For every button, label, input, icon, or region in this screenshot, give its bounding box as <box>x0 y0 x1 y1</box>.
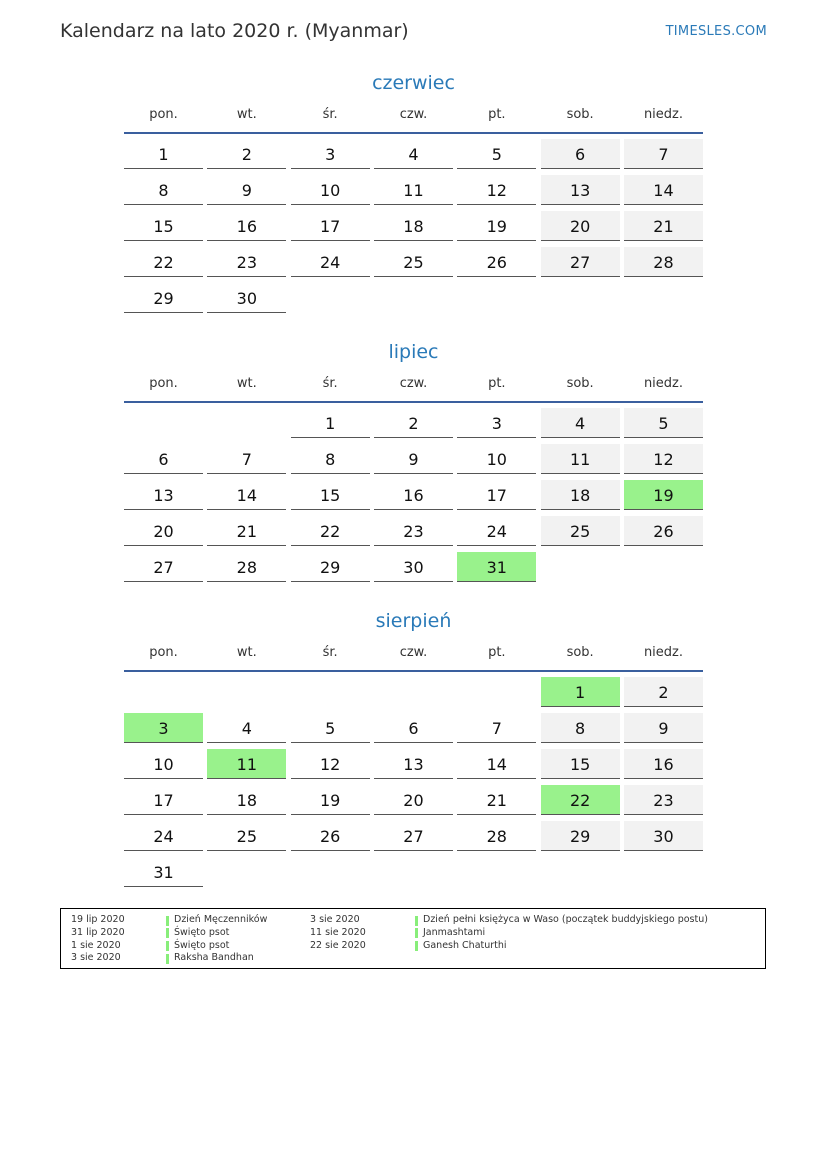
empty-cell <box>124 677 203 707</box>
day-cell: 16 <box>624 749 703 779</box>
day-cell: 18 <box>207 785 286 815</box>
month-1 <box>124 70 703 313</box>
day-cell: 18 <box>374 211 453 241</box>
day-cell: 25 <box>541 516 620 546</box>
day-cell: 7 <box>207 444 286 474</box>
day-cell: 15 <box>291 480 370 510</box>
day-cell: 28 <box>457 821 536 851</box>
day-cell: 8 <box>541 713 620 743</box>
day-cell: 2 <box>624 677 703 707</box>
weekday-header <box>124 642 703 664</box>
day-cell: 12 <box>291 749 370 779</box>
holiday-day-cell: 1 <box>541 677 620 707</box>
day-cell: 27 <box>541 247 620 277</box>
month-name: lipiec <box>388 341 439 363</box>
day-cell: 7 <box>457 713 536 743</box>
legend-date: 31 lip 2020 <box>71 926 125 938</box>
day-cell: 23 <box>207 247 286 277</box>
legend-holiday-name: Dzień Męczenników <box>174 914 268 925</box>
legend-holiday-name: Janmashtami <box>423 926 486 938</box>
day-cell: 16 <box>374 480 453 510</box>
day-cell: 21 <box>207 516 286 546</box>
legend-date: 19 lip 2020 <box>71 914 125 925</box>
weekday-label: niedz. <box>643 376 683 391</box>
day-cell: 6 <box>124 444 203 474</box>
legend-holiday-name: Raksha Bandhan <box>174 952 254 964</box>
holiday-day-cell: 19 <box>624 480 703 510</box>
day-cell: 14 <box>624 175 703 205</box>
day-cell: 3 <box>291 139 370 169</box>
holiday-day-cell: 3 <box>124 713 203 743</box>
page-title: Kalendarz na lato 2020 r. (Myanmar) <box>60 20 409 42</box>
day-cell: 5 <box>291 713 370 743</box>
month-name: czerwiec <box>372 72 455 94</box>
weekday-label: sob. <box>566 107 594 122</box>
day-grid <box>124 408 703 582</box>
legend-date: 1 sie 2020 <box>71 939 121 951</box>
day-cell: 20 <box>374 785 453 815</box>
day-cell: 27 <box>124 552 203 582</box>
day-cell: 23 <box>374 516 453 546</box>
weekday-label: niedz. <box>643 645 683 660</box>
day-cell: 26 <box>624 516 703 546</box>
legend-color-marker <box>166 916 169 926</box>
weekday-label: pon. <box>149 376 178 391</box>
day-cell: 24 <box>291 247 370 277</box>
day-cell: 28 <box>624 247 703 277</box>
weekday-header <box>124 104 703 126</box>
day-cell: 16 <box>207 211 286 241</box>
legend-date: 3 sie 2020 <box>71 952 121 964</box>
empty-cell <box>291 677 370 707</box>
day-cell: 12 <box>457 175 536 205</box>
site-link[interactable]: TIMESLES.COM <box>665 24 767 39</box>
weekday-label: pt. <box>488 107 506 122</box>
holiday-day-cell: 11 <box>207 749 286 779</box>
legend-color-marker <box>415 928 418 938</box>
day-cell: 15 <box>541 749 620 779</box>
day-cell: 30 <box>624 821 703 851</box>
day-cell: 9 <box>207 175 286 205</box>
weekday-label: czw. <box>399 376 428 391</box>
day-cell: 2 <box>207 139 286 169</box>
weekday-label: śr. <box>322 107 338 122</box>
day-cell: 31 <box>124 857 203 887</box>
legend-holiday-name: Święto psot <box>174 926 230 938</box>
legend-date: 11 sie 2020 <box>310 926 366 938</box>
weekday-label: pt. <box>488 376 506 391</box>
day-cell: 22 <box>291 516 370 546</box>
day-cell: 10 <box>457 444 536 474</box>
day-cell: 30 <box>374 552 453 582</box>
day-cell: 8 <box>291 444 370 474</box>
day-cell: 10 <box>291 175 370 205</box>
legend-color-marker <box>415 941 418 951</box>
day-grid <box>124 677 703 887</box>
day-cell: 29 <box>541 821 620 851</box>
day-cell: 3 <box>457 408 536 438</box>
weekday-label: wt. <box>236 645 257 660</box>
legend-date: 22 sie 2020 <box>310 939 366 951</box>
legend-holiday-name: Dzień pełni księżyca w Waso (początek buddyjskiego postu) <box>423 914 708 925</box>
day-cell: 17 <box>124 785 203 815</box>
day-cell: 27 <box>374 821 453 851</box>
day-cell: 18 <box>541 480 620 510</box>
day-cell: 4 <box>374 139 453 169</box>
day-cell: 28 <box>207 552 286 582</box>
day-cell: 1 <box>291 408 370 438</box>
day-cell: 6 <box>541 139 620 169</box>
empty-cell <box>374 677 453 707</box>
day-cell: 24 <box>457 516 536 546</box>
day-cell: 4 <box>541 408 620 438</box>
weekday-label: sob. <box>566 645 594 660</box>
day-cell: 6 <box>374 713 453 743</box>
day-cell: 29 <box>291 552 370 582</box>
weekday-label: wt. <box>236 107 257 122</box>
day-cell: 17 <box>457 480 536 510</box>
weekday-label: wt. <box>236 376 257 391</box>
day-cell: 11 <box>541 444 620 474</box>
day-cell: 9 <box>624 713 703 743</box>
day-cell: 19 <box>291 785 370 815</box>
holiday-legend <box>60 908 766 969</box>
day-cell: 5 <box>457 139 536 169</box>
day-cell: 23 <box>624 785 703 815</box>
day-cell: 15 <box>124 211 203 241</box>
holiday-day-cell: 22 <box>541 785 620 815</box>
empty-cell <box>124 408 203 438</box>
weekday-header <box>124 373 703 395</box>
day-cell: 25 <box>374 247 453 277</box>
day-cell: 5 <box>624 408 703 438</box>
header-rule <box>124 401 703 403</box>
day-cell: 4 <box>207 713 286 743</box>
weekday-label: śr. <box>322 376 338 391</box>
day-cell: 12 <box>624 444 703 474</box>
month-2 <box>124 339 703 582</box>
day-cell: 13 <box>374 749 453 779</box>
day-cell: 20 <box>541 211 620 241</box>
weekday-label: śr. <box>322 645 338 660</box>
weekday-label: niedz. <box>643 107 683 122</box>
day-cell: 9 <box>374 444 453 474</box>
day-grid <box>124 139 703 313</box>
empty-cell <box>207 677 286 707</box>
day-cell: 14 <box>207 480 286 510</box>
legend-color-marker <box>166 941 169 951</box>
legend-color-marker <box>415 916 418 926</box>
empty-cell <box>457 677 536 707</box>
header-rule <box>124 132 703 134</box>
legend-color-marker <box>166 954 169 964</box>
day-cell: 29 <box>124 283 203 313</box>
legend-holiday-name: Święto psot <box>174 939 230 951</box>
header-rule <box>124 670 703 672</box>
month-3 <box>124 608 703 887</box>
day-cell: 8 <box>124 175 203 205</box>
day-cell: 19 <box>457 211 536 241</box>
day-cell: 20 <box>124 516 203 546</box>
month-name: sierpień <box>375 610 452 632</box>
legend-holiday-name: Ganesh Chaturthi <box>423 939 507 951</box>
day-cell: 22 <box>124 247 203 277</box>
weekday-label: pon. <box>149 107 178 122</box>
weekday-label: pt. <box>488 645 506 660</box>
day-cell: 26 <box>457 247 536 277</box>
day-cell: 11 <box>374 175 453 205</box>
day-cell: 7 <box>624 139 703 169</box>
holiday-day-cell: 31 <box>457 552 536 582</box>
day-cell: 13 <box>541 175 620 205</box>
day-cell: 1 <box>124 139 203 169</box>
weekday-label: czw. <box>399 107 428 122</box>
day-cell: 2 <box>374 408 453 438</box>
day-cell: 13 <box>124 480 203 510</box>
day-cell: 10 <box>124 749 203 779</box>
weekday-label: czw. <box>399 645 428 660</box>
day-cell: 25 <box>207 821 286 851</box>
empty-cell <box>207 408 286 438</box>
day-cell: 14 <box>457 749 536 779</box>
weekday-label: sob. <box>566 376 594 391</box>
day-cell: 21 <box>457 785 536 815</box>
day-cell: 21 <box>624 211 703 241</box>
day-cell: 17 <box>291 211 370 241</box>
weekday-label: pon. <box>149 645 178 660</box>
day-cell: 24 <box>124 821 203 851</box>
legend-color-marker <box>166 928 169 938</box>
day-cell: 30 <box>207 283 286 313</box>
legend-date: 3 sie 2020 <box>310 914 360 925</box>
day-cell: 26 <box>291 821 370 851</box>
